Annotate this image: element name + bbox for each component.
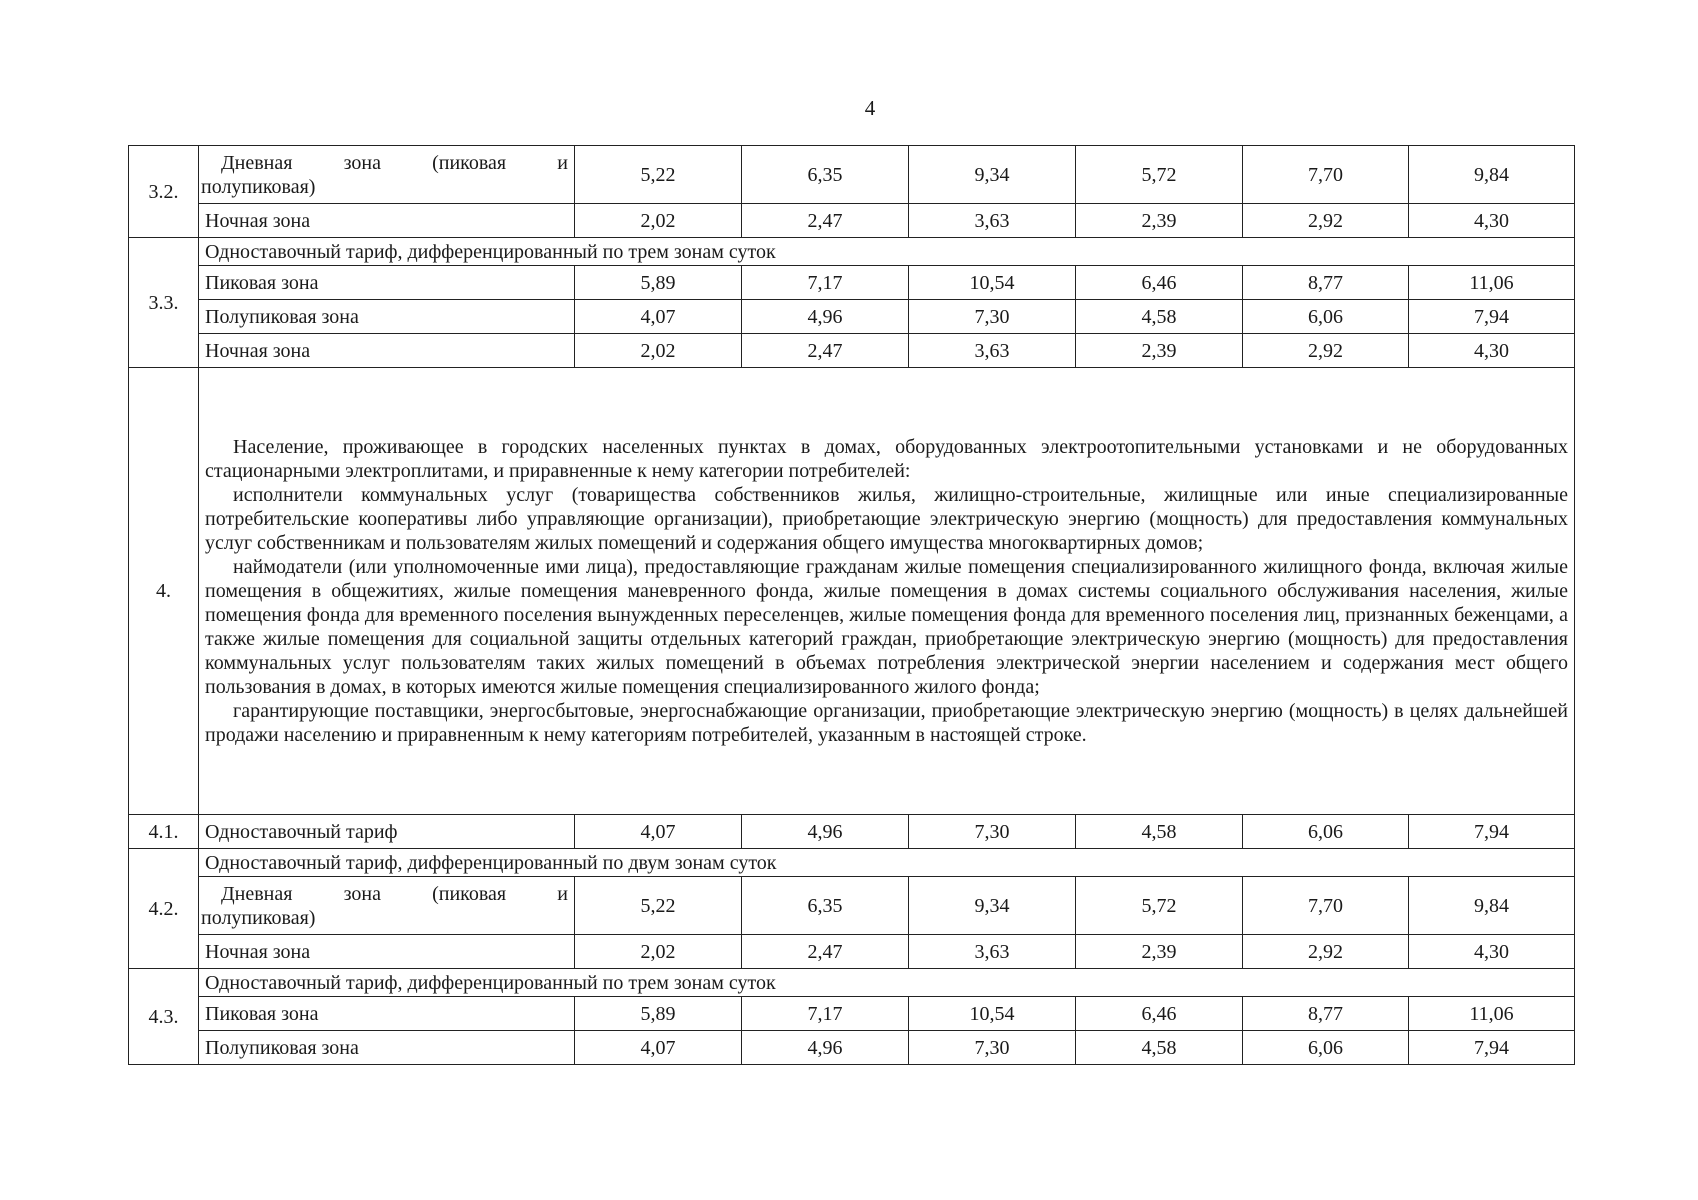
- value-cell: 11,06: [1409, 997, 1575, 1031]
- value-cell: 4,58: [1076, 300, 1243, 334]
- value-cell: 3,63: [909, 935, 1076, 969]
- table-row: [129, 204, 1575, 238]
- value-cell: 3,63: [909, 334, 1076, 368]
- value-cell: 4,30: [1409, 935, 1575, 969]
- section-title: Одноставочный тариф, дифференцированный по трем зонам суток: [199, 238, 1575, 266]
- value-cell: 8,77: [1243, 266, 1409, 300]
- value-cell: 7,30: [909, 815, 1076, 849]
- row-number: 4.1.: [129, 815, 199, 849]
- table-row: [129, 238, 1575, 266]
- value-cell: 10,54: [909, 997, 1076, 1031]
- table-row: [129, 997, 1575, 1031]
- row-label: Дневная зона (пиковая и полупиковая): [199, 877, 575, 935]
- value-cell: 4,58: [1076, 1031, 1243, 1065]
- value-cell: 9,34: [909, 877, 1076, 935]
- row-label: Дневная зона (пиковая и полупиковая): [199, 146, 575, 204]
- table-row: [129, 334, 1575, 368]
- value-cell: 4,96: [742, 300, 909, 334]
- value-cell: 7,17: [742, 997, 909, 1031]
- value-cell: 4,96: [742, 1031, 909, 1065]
- table-row: [129, 849, 1575, 877]
- value-cell: 5,22: [575, 877, 742, 935]
- section-title: Одноставочный тариф, дифференцированный по двум зонам суток: [199, 849, 1575, 877]
- row-label: Одноставочный тариф: [199, 815, 575, 849]
- value-cell: 4,07: [575, 300, 742, 334]
- page-number: 4: [864, 96, 876, 120]
- value-cell: 2,39: [1076, 334, 1243, 368]
- value-cell: 6,06: [1243, 300, 1409, 334]
- value-cell: 2,02: [575, 935, 742, 969]
- value-cell: 6,35: [742, 877, 909, 935]
- table-row: [129, 368, 1575, 815]
- row-number: 3.3.: [129, 238, 199, 368]
- table-row: [129, 877, 1575, 935]
- paragraph: исполнители коммунальных услуг (товарищества собственников жилья, жилищно-строительные, жилищные или иные специализированные потребительские кооперативы либо управляющие организации), приобретающие электрическую энергию (мощность) для предоставления коммунальных услуг собственникам и пользователям жилых помещений и содержания общего имущества многоквартирных домов;: [205, 484, 1568, 554]
- value-cell: 7,17: [742, 266, 909, 300]
- value-cell: 10,54: [909, 266, 1076, 300]
- value-cell: 9,84: [1409, 877, 1575, 935]
- value-cell: 4,30: [1409, 204, 1575, 238]
- value-cell: 2,02: [575, 334, 742, 368]
- category-description: [199, 368, 1575, 815]
- row-label: Полупиковая зона: [199, 300, 575, 334]
- value-cell: 4,58: [1076, 815, 1243, 849]
- table-row: [129, 146, 1575, 204]
- paragraph: гарантирующие поставщики, энергосбытовые, энергоснабжающие организации, приобретающие электрическую энергию (мощность) в целях дальнейшей продажи населению и приравненным к нему категориям потребителей, указанным в настоящей строке.: [205, 700, 1568, 746]
- value-cell: 5,89: [575, 266, 742, 300]
- row-number: 3.2.: [129, 146, 199, 238]
- row-label: Пиковая зона: [199, 997, 575, 1031]
- tariff-table: [128, 145, 1575, 1065]
- section-title: Одноставочный тариф, дифференцированный по трем зонам суток: [199, 969, 1575, 997]
- row-label: Пиковая зона: [199, 266, 575, 300]
- table-row: [129, 1031, 1575, 1065]
- paragraph: Население, проживающее в городских населенных пунктах в домах, оборудованных электроотопительными установками и не оборудованных стационарными электроплитами, и приравненные к нему категории потребителей:: [205, 436, 1568, 482]
- value-cell: 2,92: [1243, 935, 1409, 969]
- value-cell: 7,94: [1409, 300, 1575, 334]
- row-label: Ночная зона: [199, 935, 575, 969]
- value-cell: 2,39: [1076, 204, 1243, 238]
- value-cell: 6,06: [1243, 815, 1409, 849]
- row-label: Ночная зона: [199, 204, 575, 238]
- value-cell: 7,30: [909, 1031, 1076, 1065]
- value-cell: 2,02: [575, 204, 742, 238]
- value-cell: 6,46: [1076, 997, 1243, 1031]
- value-cell: 2,92: [1243, 204, 1409, 238]
- value-cell: 3,63: [909, 204, 1076, 238]
- value-cell: 2,39: [1076, 935, 1243, 969]
- value-cell: 5,22: [575, 146, 742, 204]
- table-row: [129, 935, 1575, 969]
- value-cell: 7,70: [1243, 146, 1409, 204]
- row-label: Полупиковая зона: [199, 1031, 575, 1065]
- table-row: [129, 815, 1575, 849]
- value-cell: 9,84: [1409, 146, 1575, 204]
- value-cell: 2,92: [1243, 334, 1409, 368]
- value-cell: 8,77: [1243, 997, 1409, 1031]
- table-row: [129, 266, 1575, 300]
- value-cell: 11,06: [1409, 266, 1575, 300]
- value-cell: 6,35: [742, 146, 909, 204]
- value-cell: 6,06: [1243, 1031, 1409, 1065]
- value-cell: 7,30: [909, 300, 1076, 334]
- row-number: 4.2.: [129, 849, 199, 969]
- value-cell: 4,07: [575, 815, 742, 849]
- value-cell: 5,72: [1076, 146, 1243, 204]
- value-cell: 2,47: [742, 204, 909, 238]
- row-label: Ночная зона: [199, 334, 575, 368]
- value-cell: 7,70: [1243, 877, 1409, 935]
- value-cell: 4,96: [742, 815, 909, 849]
- row-number: 4.: [129, 368, 199, 815]
- value-cell: 5,89: [575, 997, 742, 1031]
- value-cell: 9,34: [909, 146, 1076, 204]
- paragraph: наймодатели (или уполномоченные ими лица), предоставляющие гражданам жилые помещения специализированного жилищного фонда, включая жилые помещения в общежитиях, жилые помещения маневренного фонда, жилые помещения в домах системы социального обслуживания населения, жилые помещения фонда для временного поселения вынужденных переселенцев, жилые помещения фонда для временного поселения лиц, признанных беженцами, а также жилые помещения для социальной защиты отдельных категорий граждан, приобретающие электрическую энергию (мощность) для предоставления коммунальных услуг пользователям таких жилых помещений в объемах потребления электрической энергии населением и содержания мест общего пользования в домах, в которых имеются жилые помещения специализированного жилого фонда;: [205, 556, 1568, 698]
- row-number: 4.3.: [129, 969, 199, 1065]
- value-cell: 6,46: [1076, 266, 1243, 300]
- value-cell: 7,94: [1409, 815, 1575, 849]
- value-cell: 4,07: [575, 1031, 742, 1065]
- table-row: [129, 300, 1575, 334]
- value-cell: 7,94: [1409, 1031, 1575, 1065]
- table-row: [129, 969, 1575, 997]
- value-cell: 4,30: [1409, 334, 1575, 368]
- value-cell: 2,47: [742, 334, 909, 368]
- value-cell: 2,47: [742, 935, 909, 969]
- value-cell: 5,72: [1076, 877, 1243, 935]
